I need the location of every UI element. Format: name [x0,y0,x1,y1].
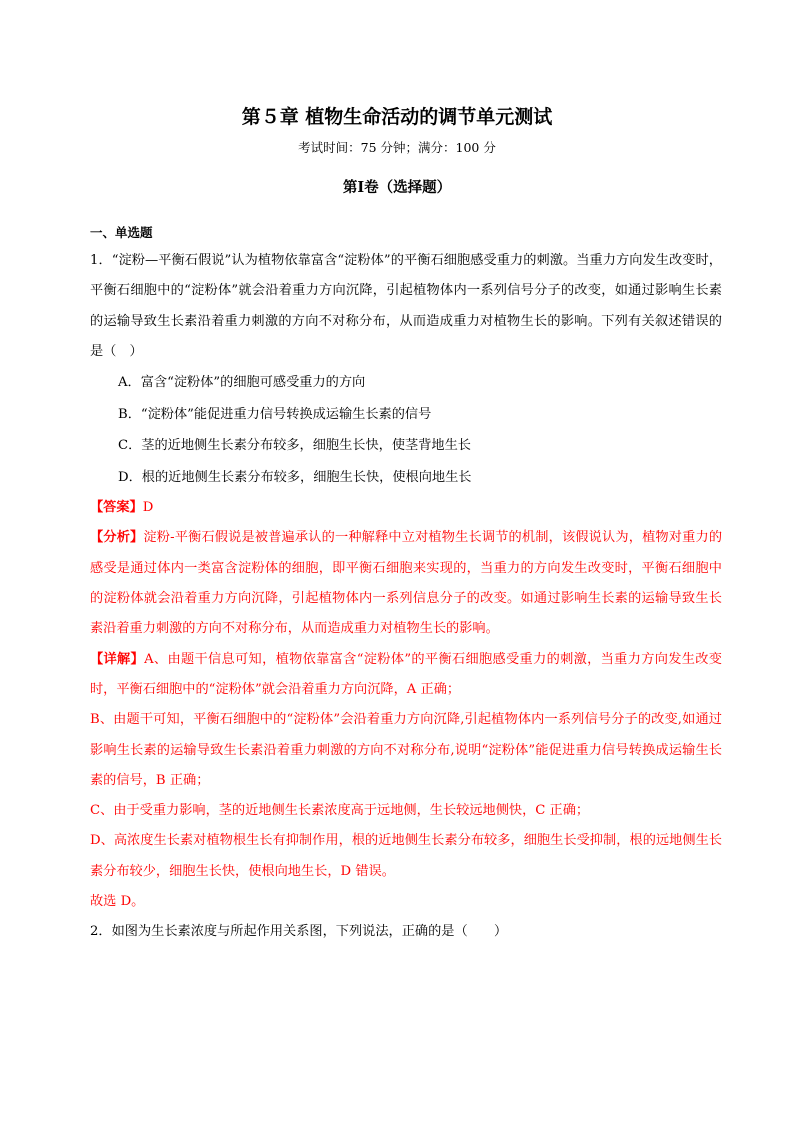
detail-paragraph-c: C、由于受重力影响，茎的近地侧生长素浓度高于远地侧，生长较远地侧快，C 正确； [90,803,590,819]
answer-value: D [142,500,154,516]
detail-paragraph-d: D、高浓度生长素对植物根生长有抑制作用，根的近地侧生长素分布较多，细胞生长受抑制，根的远地侧生长素分布较少，细胞生长快，使根向地生长，D 错误。 [90,833,722,879]
question-1-stem: 1．“淀粉—平衡石假说”认为植物依靠富含“淀粉体”的平衡石细胞感受重力的刺激。当重力方向发生改变时，平衡石细胞中的“淀粉体”就会沿着重力方向沉降，引起植物体内一系列信号分子的改变，如通过影响生长素的运输导致生长素沿着重力刺激的方向不对称分布，从而造成重力对植物生长的影响。下列有关叙述错误的是（ ） [90,253,722,359]
question-type-heading: 一、单选题 [90,225,153,240]
question-1-option-d: D．根的近地侧生长素分布较多，细胞生长快，使根向地生长 [118,469,472,485]
section-title: 第Ⅰ卷（选择题） [342,179,452,196]
conclusion: 故选 D。 [90,894,145,910]
detail-paragraph-a [90,645,722,706]
detail-a-text: A、由题干信息可知，植物依靠富含“淀粉体”的平衡石细胞感受重力的刺激，当重力方向发生改变时，平衡石细胞中的“淀粉体”就会沿着重力方向沉降，A 正确； [90,651,722,697]
analysis-tag: 【分析】 [90,530,144,546]
question-1-option-a: A．富含“淀粉体”的细胞可感受重力的方向 [118,375,366,391]
analysis-text: 淀粉-平衡石假说是被普遍承认的一种解释中立对植物生长调节的机制，该假说认为，植物对重力的感受是通过体内一类富含淀粉体的细胞，即平衡石细胞来实现的，当重力的方向发生改变时，平衡石细胞中的淀粉体就会沿着重力方向沉降，引起植物体内一系列信息分子的改变。如通过影响生长素的运输导致生长素沿着重力刺激的方向不对称分布，从而造成重力对植物生长的影响。 [90,530,723,637]
question-2-stem: 2．如图为生长素浓度与所起作用关系图，下列说法，正确的是（ ） [90,924,508,940]
analysis-paragraph [90,523,722,644]
detail-tag: 【详解】 [90,651,145,667]
exam-info: 考试时间：75 分钟；满分：100 分 [298,140,496,155]
answer-line [90,493,722,523]
question-1-option-b: B．“淀粉体”能促进重力信号转换成运输生长素的信号 [118,406,432,422]
answer-tag: 【答案】 [90,500,143,516]
question-content [90,222,722,948]
document-title: 第５章 植物生命活动的调节单元测试 [241,106,553,128]
detail-paragraph-b: B、由题干可知，平衡石细胞中的“淀粉体”会沿着重力方向沉降,引起植物体内一系列信号分子的改变,如通过影响生长素的运输导致生长素沿着重力刺激的方向不对称分布,说明“淀粉体”能促进重力信号转换成运输生长素的信号，B 正确； [90,712,722,788]
question-1-option-c: C．茎的近地侧生长素分布较多，细胞生长快，使茎背地生长 [118,438,471,454]
